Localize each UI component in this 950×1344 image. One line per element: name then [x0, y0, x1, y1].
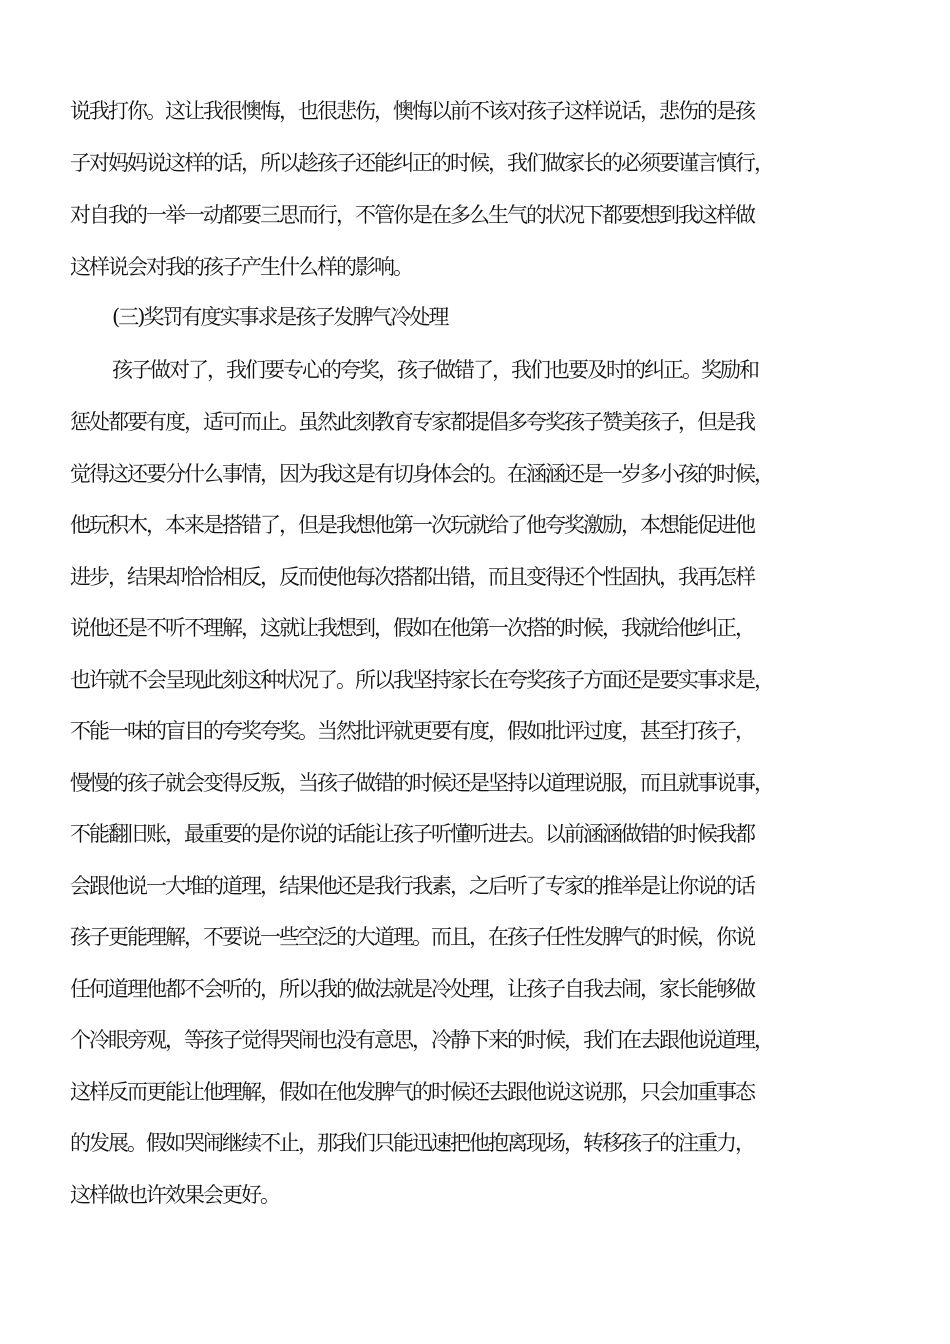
- paragraph-line: 这样做也许效果会更好。: [70, 1183, 279, 1207]
- paragraph-line: 会跟他说一大堆的道理，结果他还是我行我素，之后听了专家的推举是让你说的话: [70, 874, 754, 898]
- paragraph-line: 也许就不会呈现此刻这种状况了。所以我坚持家长在夸奖孩子方面还是要实事求是，: [70, 668, 773, 692]
- paragraph-line: 说我打你。这让我很懊悔，也很悲伤，懊悔以前不该对孩子这样说话，悲伤的是孩: [70, 99, 754, 123]
- paragraph-line: 的发展。假如哭闹继续不止，那我们只能迅速把他抱离现场，转移孩子的注重力，: [70, 1131, 754, 1155]
- paragraph-line: 不能翻旧账，最重要的是你说的话能让孩子听懂听进去。以前涵涵做错的时候我都: [70, 822, 754, 846]
- paragraph-line: 任何道理他都不会听的，所以我的做法就是冷处理，让孩子自我去闹，家长能够做: [70, 977, 754, 1001]
- paragraph-line: 孩子做对了，我们要专心的夸奖，孩子做错了，我们也要及时的纠正。奖励和: [112, 358, 758, 382]
- paragraph-line: 说他还是不听不理解，这就让我想到，假如在他第一次搭的时候，我就给他纠正，: [70, 616, 754, 640]
- paragraph-line: 对自我的一举一动都要三思而行，不管你是在多么生气的状况下都要想到我这样做: [70, 203, 754, 227]
- paragraph-line: 个冷眼旁观，等孩子觉得哭闹也没有意思，冷静下来的时候，我们在去跟他说道理，: [70, 1028, 773, 1052]
- section-heading: (三)奖罚有度实事求是孩子发脾气冷处理: [112, 305, 448, 329]
- paragraph-line: 这样说会对我的孩子产生什么样的影响。: [70, 255, 412, 279]
- paragraph-line: 慢慢的孩子就会变得反叛，当孩子做错的时候还是坚持以道理说服，而且就事说事，: [70, 771, 773, 795]
- paragraph-line: 这样反而更能让他理解，假如在他发脾气的时候还去跟他说这说那，只会加重事态: [70, 1080, 754, 1104]
- paragraph-line: 惩处都要有度，适可而止。虽然此刻教育专家都提倡多夸奖孩子赞美孩子，但是我: [70, 410, 754, 434]
- paragraph-line: 子对妈妈说这样的话，所以趁孩子还能纠正的时候，我们做家长的必须要谨言慎行，: [70, 151, 773, 175]
- paragraph-line: 不能一味的盲目的夸奖夸奖。当然批评就更要有度，假如批评过度，甚至打孩子，: [70, 719, 754, 743]
- paragraph-line: 他玩积木，本来是搭错了，但是我想他第一次玩就给了他夸奖激励，本想能促进他: [70, 513, 754, 537]
- paragraph-line: 觉得这还要分什么事情，因为我这是有切身体会的。在涵涵还是一岁多小孩的时候，: [70, 462, 773, 486]
- paragraph-line: 进步，结果却恰恰相反，反而使他每次搭都出错，而且变得还个性固执，我再怎样: [70, 565, 754, 589]
- paragraph-line: 孩子更能理解，不要说一些空泛的大道理。而且，在孩子任性发脾气的时候，你说: [70, 925, 754, 949]
